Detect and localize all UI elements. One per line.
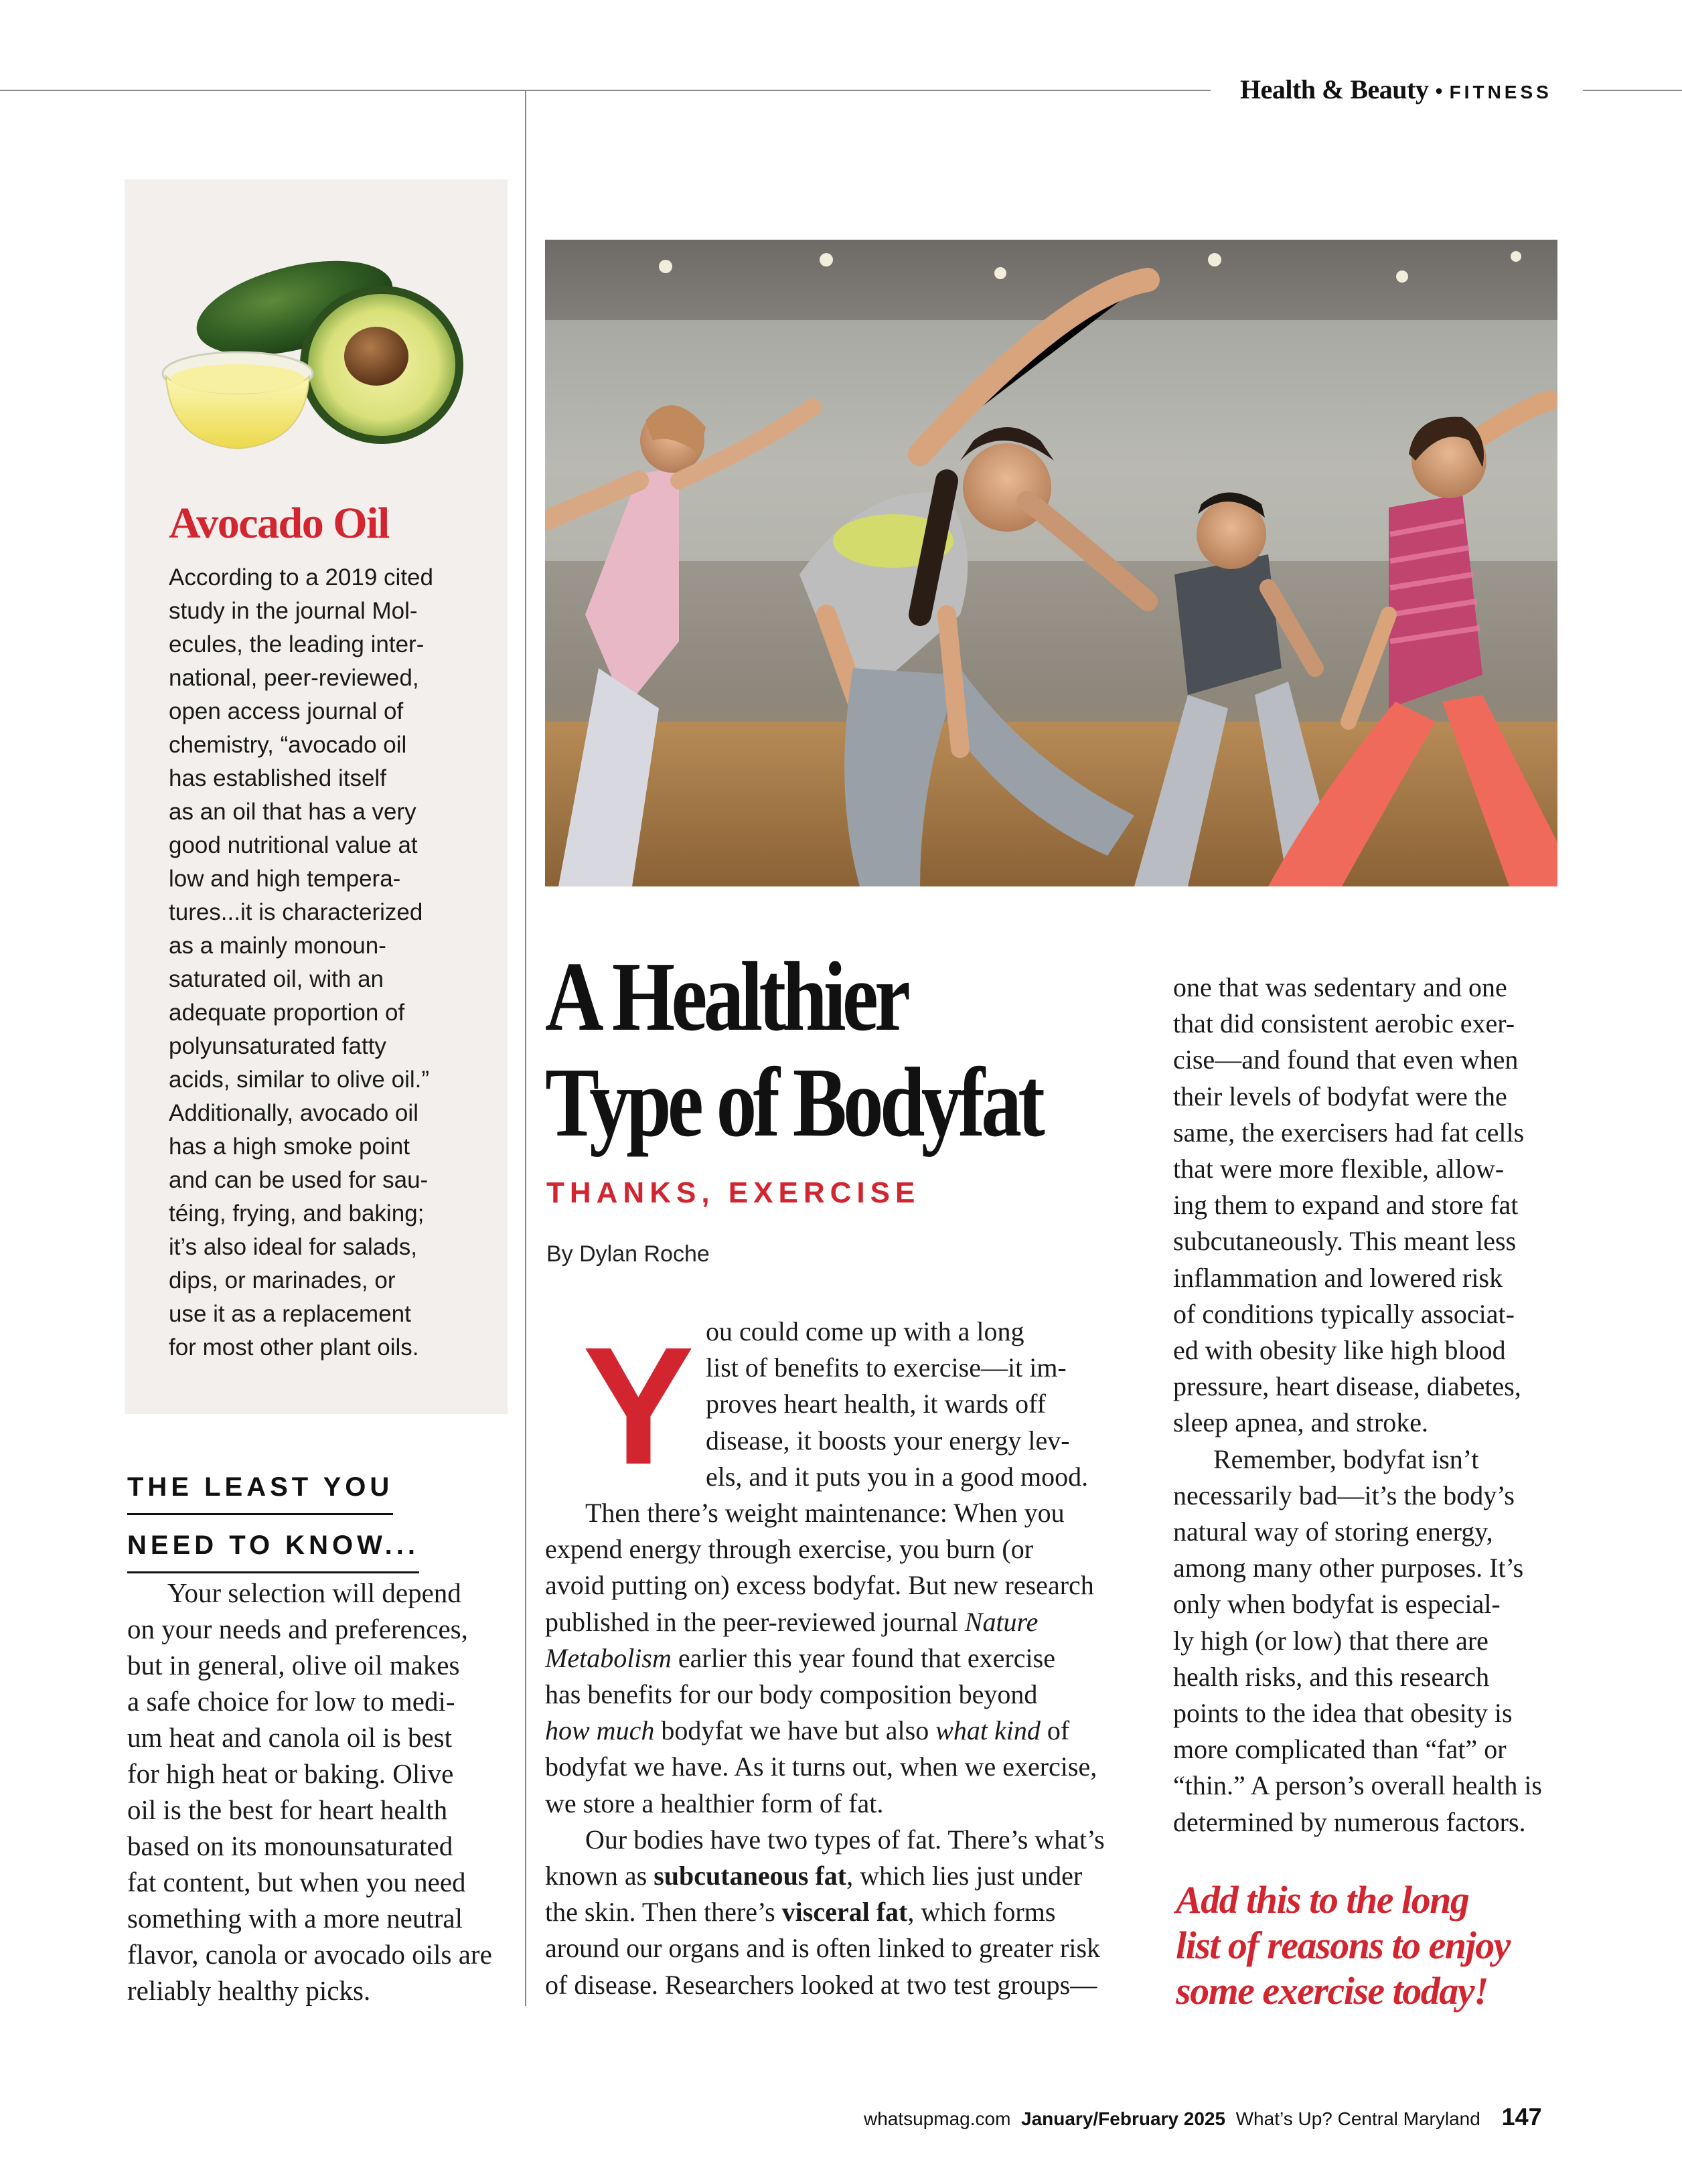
body-line (545, 1713, 1148, 1749)
least-line: um heat and canola oil is best (127, 1722, 453, 1753)
headline-line1: A Healthier (545, 942, 907, 1052)
body-line: subcutaneously. This meant less (1173, 1226, 1517, 1257)
sidebar-line: According to a 2019 cited (169, 564, 433, 591)
pull-quote-line: some exercise today! (1176, 1969, 1488, 2013)
least-line: fat content, but when you need (127, 1867, 466, 1897)
body-line: bodyfat we have. As it turns out, when we exercise, (545, 1751, 1097, 1782)
body-line (545, 1894, 1148, 1930)
ceiling-light (1396, 270, 1408, 283)
sidebar-line: use it as a replacement (169, 1301, 411, 1327)
page-footer (864, 2097, 1542, 2137)
header-rule-right (1583, 90, 1682, 91)
body-line: sleep apnea, and stroke. (1173, 1407, 1428, 1438)
sidebar-body (169, 561, 483, 1364)
body-line: has benefits for our body composition beyond (545, 1679, 1038, 1710)
pull-quote-line: list of reasons to enjoy (1176, 1924, 1510, 1967)
sidebar-line: and can be used for sau- (169, 1167, 429, 1193)
body-text: of (1040, 1715, 1070, 1746)
body-line: of disease. Researchers looked at two test groups— (545, 1969, 1097, 2000)
sidebar-line: it’s also ideal for salads, (169, 1234, 417, 1260)
article-column-2 (1173, 969, 1575, 1841)
sidebar-line: low and high tempera- (169, 866, 401, 892)
body-line: ed with obesity like high blood (1173, 1335, 1506, 1366)
ceiling-light (1511, 251, 1521, 262)
body-line: Our bodies have two types of fat. There’s what’s (585, 1824, 1105, 1855)
section-header (1240, 70, 1552, 110)
body-line: necessarily bad—it’s the body’s (1173, 1480, 1515, 1510)
headline-line2: Type of Bodyfat (545, 1048, 1041, 1158)
header-rule-left (0, 90, 1211, 91)
article-byline: By Dylan Roche (546, 1241, 710, 1267)
bold-term: subcutaneous fat (654, 1861, 847, 1891)
emphasis: how much (545, 1715, 655, 1746)
body-line: around our organs and is often linked to greater risk (545, 1933, 1101, 1964)
pull-quote (1176, 1877, 1551, 2014)
body-line: that were more flexible, allow- (1173, 1154, 1505, 1184)
oil-surface (171, 364, 305, 394)
body-line: Remember, bodyfat isn’t (1213, 1444, 1479, 1474)
sidebar-title: Avocado Oil (169, 499, 389, 548)
least-you-need-body (127, 1575, 510, 2009)
bold-term: visceral fat (781, 1897, 908, 1928)
ceiling-light (659, 260, 672, 273)
least-line: flavor, canola or avocado oils are (127, 1939, 492, 1970)
body-line: points to the idea that obesity is (1173, 1698, 1513, 1729)
body-line: that did consistent aerobic exer- (1173, 1008, 1515, 1039)
body-text: bodyfat we have but also (654, 1715, 936, 1746)
body-line: disease, it boosts your energy lev- (706, 1425, 1070, 1456)
body-line: determined by numerous factors. (1173, 1806, 1526, 1837)
body-text: published in the peer-reviewed journal (545, 1606, 965, 1637)
sidebar-line: good nutritional value at (169, 832, 418, 858)
sidebar-line: national, peer-reviewed, (169, 665, 419, 691)
footer-date: January/February 2025 (1021, 2108, 1226, 2129)
body-text: known as (545, 1861, 654, 1891)
page-number: 147 (1501, 2103, 1542, 2130)
section-name: Health & Beauty (1240, 74, 1429, 104)
sidebar-line: study in the journal Mol- (169, 598, 418, 624)
sidebar-line: adequate proportion of (169, 1000, 405, 1026)
body-line: Then there’s weight maintenance: When you (585, 1498, 1065, 1529)
least-you-need-heading (127, 1464, 435, 1573)
sidebar-line: téing, frying, and baking; (169, 1200, 425, 1227)
body-line: pressure, heart disease, diabetes, (1173, 1371, 1521, 1402)
sidebar-line: Additionally, avocado oil (169, 1100, 418, 1126)
body-line: health risks, and this research (1173, 1661, 1490, 1692)
article-headline (545, 944, 1188, 1156)
pull-quote-line: Add this to the long (1176, 1878, 1469, 1922)
ceiling-light (994, 267, 1006, 279)
least-line: Your selection will depend (167, 1577, 461, 1608)
body-line: proves heart health, it wards off (706, 1389, 1046, 1419)
avocado-pit-shape (344, 327, 408, 386)
body-text: , which forms (907, 1897, 1056, 1928)
body-line: natural way of storing energy, (1173, 1516, 1493, 1547)
body-line: ing them to expand and store fat (1173, 1190, 1519, 1221)
least-line: but in general, olive oil makes (127, 1650, 460, 1681)
body-line: avoid putting on) excess bodyfat. But new research (545, 1570, 1094, 1601)
subsection-name: FITNESS (1449, 82, 1552, 102)
emphasis: what kind (935, 1715, 1041, 1746)
sidebar-line: tures...it is characterized (169, 899, 423, 925)
least-heading-line2: NEED TO KNOW... (127, 1522, 419, 1573)
body-line: ly high (or low) that there are (1173, 1625, 1488, 1656)
sidebar-line: has a high smoke point (169, 1134, 410, 1160)
body-line (545, 1604, 1148, 1640)
drop-cap: Y (583, 1312, 694, 1499)
avocado-oil-illustration (161, 254, 469, 455)
body-line (545, 1858, 1148, 1894)
least-line: oil is the best for heart health (127, 1794, 448, 1825)
body-line: “thin.” A person’s overall health is (1173, 1770, 1542, 1801)
sidebar-line: chemistry, “avocado oil (169, 732, 407, 758)
sidebar-line: ecules, the leading inter- (169, 631, 425, 657)
body-line: cise—and found that even when (1173, 1044, 1519, 1075)
sidebar-line: dips, or marinades, or (169, 1267, 396, 1294)
least-line: something with a more neutral (127, 1903, 463, 1934)
section-separator: • (1435, 79, 1443, 103)
ceiling-light (820, 253, 833, 266)
sidebar-line: has established itself (169, 765, 386, 791)
body-line: same, the exercisers had fat cells (1173, 1117, 1525, 1148)
body-line: more complicated than “fat” or (1173, 1734, 1507, 1765)
body-line: among many other purposes. It’s (1173, 1553, 1524, 1583)
body-line: one that was sedentary and one (1173, 972, 1507, 1002)
ceiling-light (1208, 253, 1221, 266)
least-line: for high heat or baking. Olive (127, 1758, 454, 1789)
body-line: expend energy through exercise, you burn (or (545, 1534, 1034, 1565)
least-line: on your needs and preferences, (127, 1614, 468, 1644)
article-subhead: THANKS, EXERCISE (546, 1176, 921, 1209)
least-line: a safe choice for low to medi- (127, 1686, 455, 1717)
fitness-class-photo (545, 240, 1557, 886)
journal-name: Nature (964, 1606, 1039, 1637)
body-line: we store a healthier form of fat. (545, 1788, 884, 1818)
least-heading-line1: THE LEAST YOU (127, 1464, 393, 1515)
article-column-1 (545, 1314, 1148, 2003)
body-line: only when bodyfat is especial- (1173, 1589, 1501, 1620)
sidebar-line: saturated oil, with an (169, 966, 384, 992)
body-line: inflammation and lowered risk (1173, 1262, 1503, 1293)
body-line: els, and it puts you in a good mood. (706, 1461, 1089, 1492)
sidebar-line: polyunsaturated fatty (169, 1033, 386, 1059)
footer-publication: What’s Up? Central Maryland (1235, 2108, 1480, 2129)
body-line: list of benefits to exercise—it im- (706, 1352, 1067, 1383)
least-line: based on its monounsaturated (127, 1830, 453, 1861)
body-text: earlier this year found that exercise (671, 1642, 1055, 1673)
sidebar-line: acids, similar to olive oil.” (169, 1067, 429, 1093)
sidebar-line: for most other plant oils. (169, 1334, 419, 1360)
journal-name: Metabolism (545, 1642, 672, 1673)
footer-site: whatsupmag.com (864, 2108, 1011, 2129)
sidebar-line: as an oil that has a very (169, 799, 416, 825)
body-text: , which lies just under (846, 1861, 1083, 1891)
sidebar-line: open access journal of (169, 698, 404, 724)
body-line: ou could come up with a long (706, 1316, 1024, 1346)
body-text: the skin. Then there’s (545, 1897, 782, 1928)
body-line (545, 1640, 1148, 1676)
column-divider (525, 90, 526, 2006)
body-line: of conditions typically associat- (1173, 1298, 1515, 1329)
least-line: reliably healthy picks. (127, 1975, 371, 2006)
body-line: their levels of bodyfat were the (1173, 1081, 1507, 1111)
sidebar-line: as a mainly monoun- (169, 933, 386, 959)
